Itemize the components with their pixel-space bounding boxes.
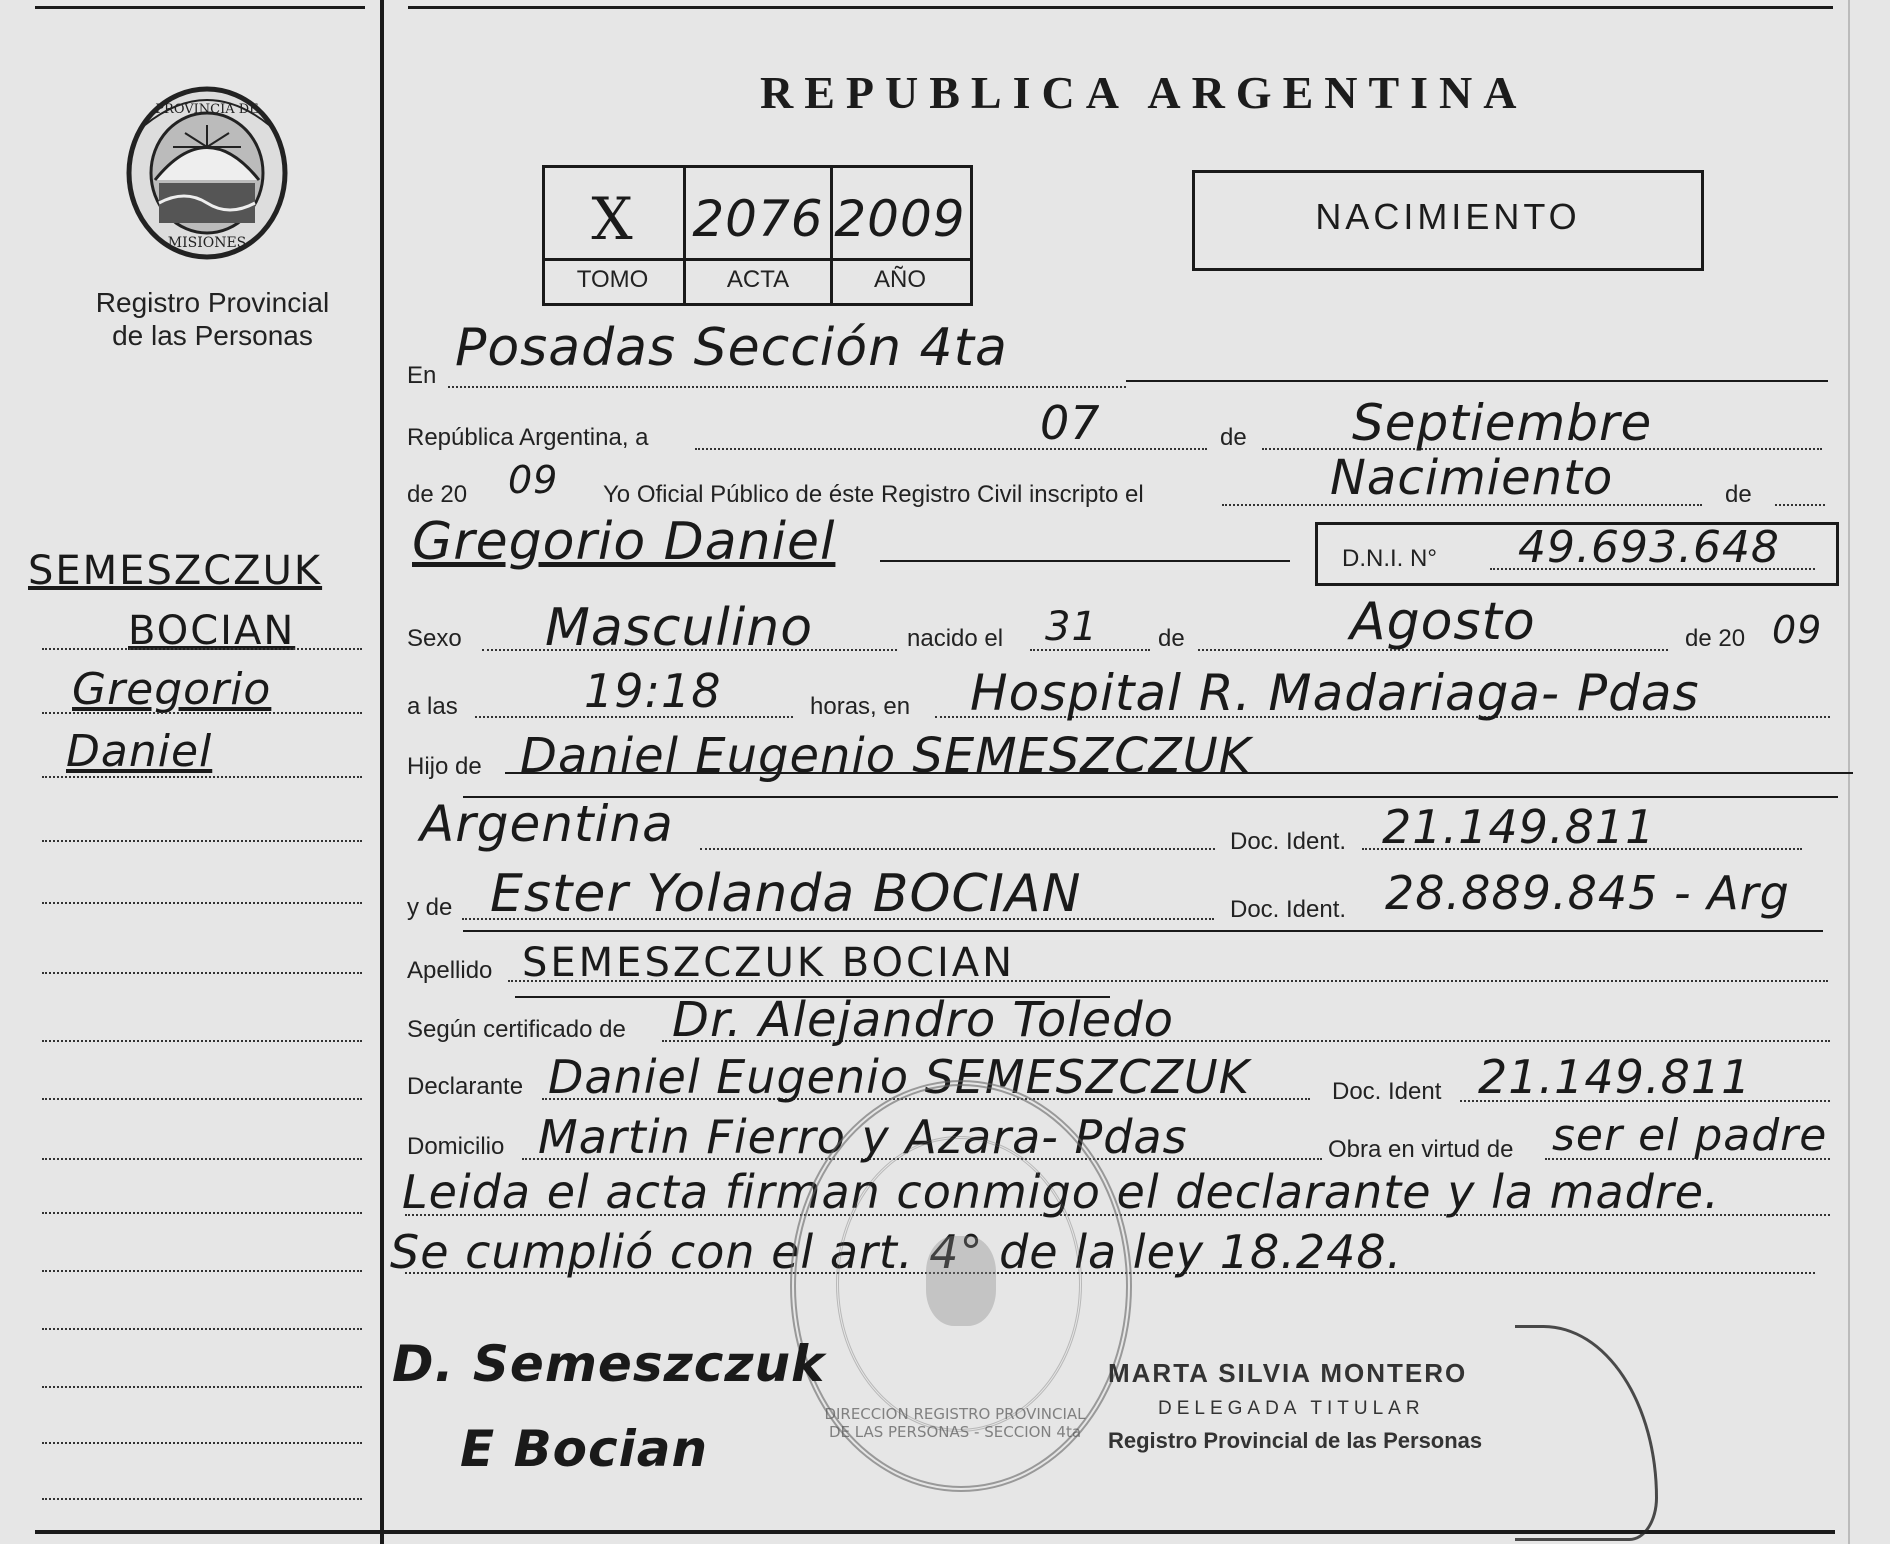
margin-line xyxy=(42,1442,362,1444)
field-dni: 49.693.648 xyxy=(1518,522,1780,573)
margin-line xyxy=(42,1212,362,1214)
field-sexo: Masculino xyxy=(545,598,814,658)
field-declarante: Daniel Eugenio SEMESZCZUK xyxy=(548,1050,1250,1104)
margin-line xyxy=(42,776,362,778)
line-place xyxy=(448,386,1126,388)
field-obra: ser el padre xyxy=(1552,1110,1828,1161)
field-birth-time: 19:18 xyxy=(584,664,722,718)
margin-line xyxy=(42,1328,362,1330)
field-birth-place: Hospital R. Madariaga- Pdas xyxy=(970,664,1700,722)
margin-line xyxy=(42,648,362,650)
registry-acta-value: 2076 xyxy=(692,190,824,248)
field-birth-year-suffix: 09 xyxy=(1772,608,1823,652)
margin-line xyxy=(42,1498,362,1500)
field-mother-doc: 28.889.845 - Arg xyxy=(1385,866,1790,920)
label-doc-ident: Doc. Ident. xyxy=(1230,828,1347,855)
label-birth-year: de 20 xyxy=(1685,625,1746,652)
line-place-end xyxy=(1126,380,1828,382)
field-birth-day: 31 xyxy=(1045,604,1098,650)
top-rule-left xyxy=(35,6,365,9)
misiones-emblem-icon xyxy=(125,85,290,260)
field-note-line2: Se cumplió con el art. 4° de la ley 18.248. xyxy=(390,1225,1403,1279)
label-year-prefix: de 20 xyxy=(407,481,468,508)
field-place: Posadas Sección 4ta xyxy=(455,318,1008,378)
label-de: de xyxy=(1220,424,1247,451)
field-father-nationality: Argentina xyxy=(420,795,674,853)
document-country-title: REPUBLICA ARGENTINA xyxy=(760,67,1528,118)
label-dni: D.N.I. N° xyxy=(1342,545,1437,572)
field-birth-month: Agosto xyxy=(1350,592,1536,652)
field-certificado: Dr. Alejandro Toledo xyxy=(672,992,1174,1048)
margin-line xyxy=(42,840,362,842)
label-a-las: a las xyxy=(407,693,458,720)
field-declarante-doc: 21.149.811 xyxy=(1478,1050,1752,1104)
issuer-line1: Registro Provincial xyxy=(95,287,330,318)
label-horas: horas, en xyxy=(810,693,911,720)
label-hijo: Hijo de xyxy=(407,753,482,780)
label-declarante: Declarante xyxy=(407,1073,524,1100)
label-y-de: y de xyxy=(407,894,453,921)
label-obra: Obra en virtud de xyxy=(1328,1136,1514,1163)
label-apellido: Apellido xyxy=(407,957,493,984)
field-month: Septiembre xyxy=(1352,394,1653,452)
field-surname: SEMESZCZUK BOCIAN xyxy=(522,940,1016,986)
top-rule-right xyxy=(408,6,1833,9)
margin-given2: Daniel xyxy=(66,726,213,777)
label-doc-ident2: Doc. Ident. xyxy=(1230,896,1347,923)
label-de2: de xyxy=(1725,481,1752,508)
margin-line xyxy=(42,1040,362,1042)
emblem-bottom-text: MISIONES xyxy=(167,235,247,251)
field-mother-name: Ester Yolanda BOCIAN xyxy=(490,864,1082,924)
margin-surname1: SEMESZCZUK xyxy=(28,548,323,594)
margin-surname2: BOCIAN xyxy=(128,608,296,654)
line-de2 xyxy=(1775,504,1825,506)
label-de3: de xyxy=(1158,625,1185,652)
emblem-top-text: PROVINCIA DE xyxy=(155,102,259,117)
field-day: 07 xyxy=(1040,396,1101,450)
margin-line xyxy=(42,1386,362,1388)
registry-rule xyxy=(542,258,970,261)
line-nationality xyxy=(700,848,1215,850)
label-en: En xyxy=(407,362,437,389)
label-nacido: nacido el xyxy=(907,625,1004,652)
field-inscription-type: Nacimiento xyxy=(1330,450,1614,506)
official-name: MARTA SILVIA MONTERO xyxy=(1108,1358,1468,1388)
line-day xyxy=(695,448,1207,450)
margin-line xyxy=(42,972,362,974)
registry-anio-label: AÑO xyxy=(873,266,926,293)
signature-mother: E Bocian xyxy=(460,1420,709,1478)
field-year-suffix: 09 xyxy=(508,458,559,502)
field-father-name: Daniel Eugenio SEMESZCZUK xyxy=(520,728,1252,784)
margin-given1: Gregorio xyxy=(72,664,272,715)
label-domicilio: Domicilio xyxy=(407,1133,505,1160)
line-child-name xyxy=(880,560,1290,562)
margin-divider xyxy=(380,0,384,1544)
margin-line xyxy=(42,902,362,904)
field-note-line1: Leida el acta firman conmigo el declarante y la madre. xyxy=(402,1165,1720,1219)
document-type: NACIMIENTO xyxy=(1315,196,1581,237)
field-child-name: Gregorio Daniel xyxy=(412,512,836,572)
official-title: DELEGADA TITULAR xyxy=(1158,1398,1425,1419)
label-republica: República Argentina, a xyxy=(407,424,649,451)
margin-line xyxy=(42,712,362,714)
issuer-line2: de las Personas xyxy=(112,320,313,351)
label-certificado: Según certificado de xyxy=(407,1016,626,1043)
line-mother-2 xyxy=(463,930,1823,932)
field-domicilio: Martin Fierro y Azara- Pdas xyxy=(538,1110,1188,1164)
margin-line xyxy=(42,1098,362,1100)
registry-acta-label: ACTA xyxy=(726,266,790,293)
margin-line xyxy=(42,1158,362,1160)
stamp-text: DIRECCION REGISTRO PROVINCIAL DE LAS PERSONAS - SECCION 4ta xyxy=(824,1405,1086,1441)
label-oficial: Yo Oficial Público de éste Registro Civil inscripto el xyxy=(603,481,1144,508)
official-office: Registro Provincial de las Personas xyxy=(1108,1428,1483,1453)
field-father-doc: 21.149.811 xyxy=(1382,800,1656,854)
label-sexo: Sexo xyxy=(407,625,462,652)
registry-tomo-label: TOMO xyxy=(576,266,649,293)
registry-tomo-value: X xyxy=(591,185,634,253)
margin-line xyxy=(42,1270,362,1272)
label-doc-ident3: Doc. Ident xyxy=(1332,1078,1442,1105)
official-signature-stroke xyxy=(1515,1325,1658,1541)
registry-anio-value: 2009 xyxy=(834,190,966,248)
signature-father: D. Semeszczuk xyxy=(392,1335,826,1393)
